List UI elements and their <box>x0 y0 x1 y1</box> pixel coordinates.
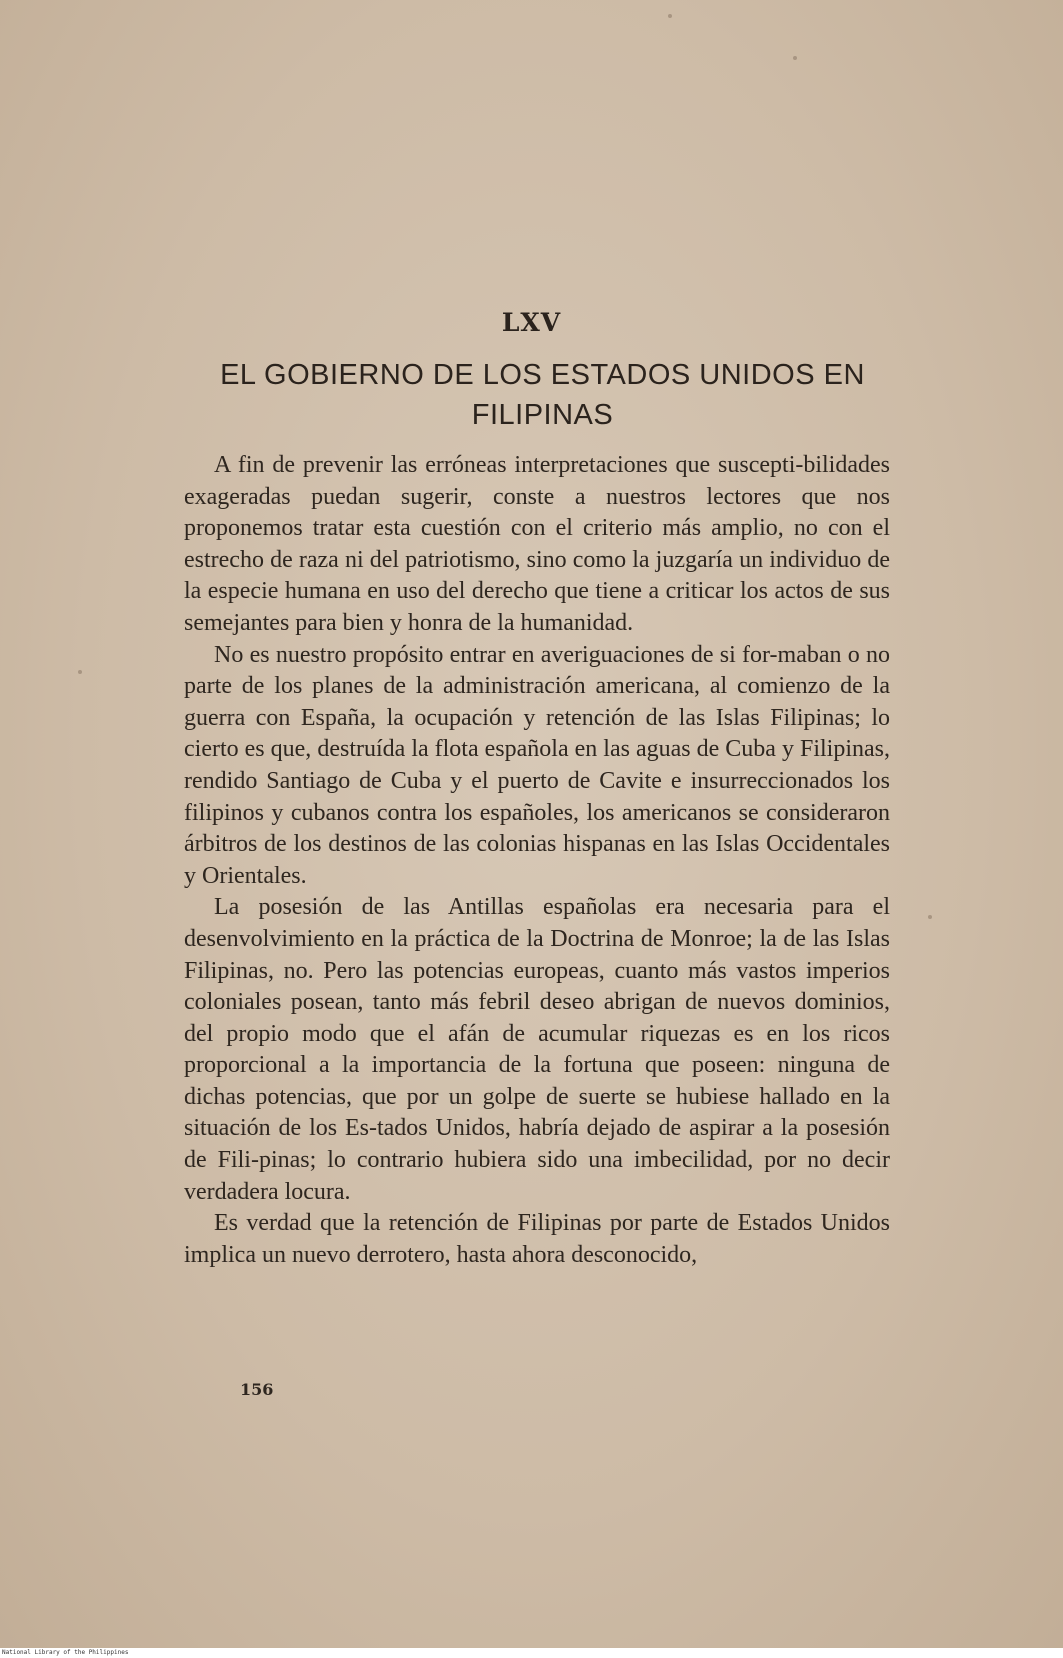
chapter-number: LXV <box>501 308 562 337</box>
paper-speck <box>928 915 932 919</box>
paragraph-4: Es verdad que la retención de Filipinas por parte de Estados Unidos implica un nuevo derrotero, hasta ahora desconocido, <box>184 1210 890 1268</box>
body-text <box>184 450 890 1271</box>
paper-speck <box>78 670 82 674</box>
paragraph-2: No es nuestro propósito entrar en averiguaciones de si for-maban o no parte de los planes de la administración americana, al comienzo de la guerra con España, la ocupación y retención de las Islas Filipinas; lo cierto es que, destruída la flota española en las aguas de Cuba y Filipinas, rendido Santiago de Cuba y el puerto de Cavite e insurreccionados los filipinos y cubanos contra los españoles, los americanos se consideraron árbitros de los destinos de las colonias hispanas en las Islas Occidentales y Orientales. <box>184 641 890 889</box>
chapter-title: EL GOBIERNO DE LOS ESTADOS UNIDOS EN FILIPINAS <box>220 359 865 431</box>
paper-speck <box>668 14 672 18</box>
paragraph-1: A fin de prevenir las erróneas interpretaciones que suscepti-bilidades exageradas puedan sugerir, conste a nuestros lectores que nos proponemos tratar esta cuestión con el criterio más amplio, no con el estrecho de raza ni del patriotismo, sino como la juzgaría un individuo de la especie humana en uso del derecho que tiene a criticar los actos de sus semejantes para bien y honra de la humanidad. <box>184 452 890 636</box>
paragraph-3: La posesión de las Antillas españolas era necesaria para el desenvolvimiento en la práctica de la Doctrina de Monroe; la de las Islas Filipinas, no. Pero las potencias europeas, cuanto más vastos imperios coloniales posean, tanto más febril deseo abrigan de nuevos dominios, del propio modo que el afán de acumular riquezas es en los ricos proporcional a la importancia de la fortuna que poseen: ninguna de dichas potencias, que por un golpe de suerte se hubiese hallado en la situación de los Es-tados Unidos, habría dejado de aspirar a la posesión de Fili-pinas; lo contrario hubiera sido una imbecilidad, por no decir verdadera locura. <box>184 894 890 1205</box>
paper-speck <box>793 56 797 60</box>
library-credit: National Library of the Philippines <box>0 1648 1063 1658</box>
page-number: 156 <box>240 1380 274 1399</box>
